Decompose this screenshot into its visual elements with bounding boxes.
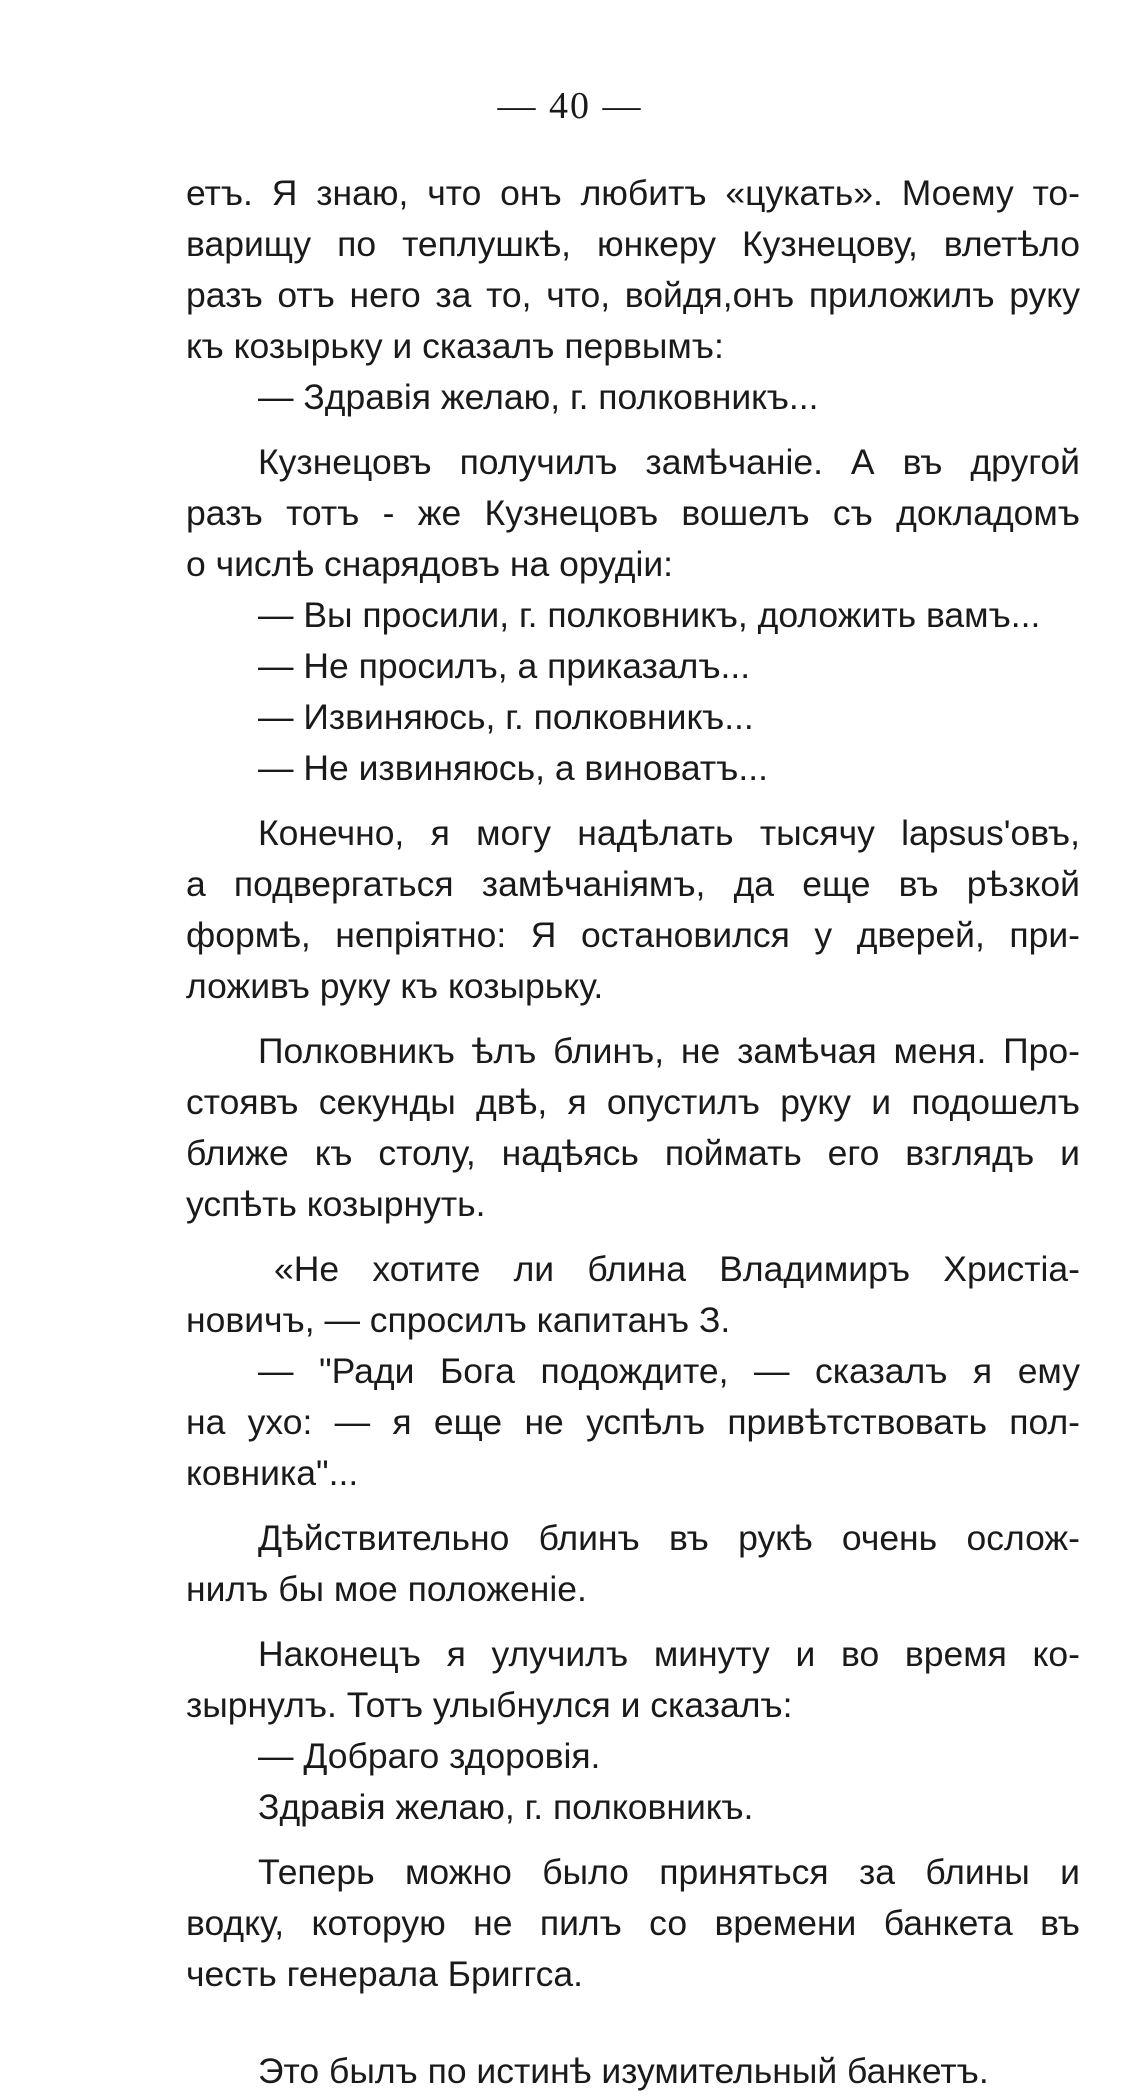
text-line: Это былъ по истинѣ изумительный банкетъ.	[258, 2051, 989, 2091]
text-line: водку, которую не пилъ со времени банкета въ	[186, 1903, 1080, 1943]
text-line: «Не хотите ли блина Владимиръ Христіа-	[274, 1249, 1080, 1289]
text-line: ковника"...	[186, 1453, 359, 1493]
text-line: — Не извиняюсь, а виноватъ...	[258, 748, 768, 788]
text-line: ближе къ столу, надѣясь поймать его взглядъ и	[186, 1133, 1080, 1173]
text-line: успѣть козырнуть.	[186, 1184, 486, 1224]
text-line: разъ тотъ - же Кузнецовъ вошелъ съ докладомъ	[186, 493, 1080, 533]
text-line: — Добраго здоровія.	[258, 1736, 601, 1776]
text-line: — Извиняюсь, г. полковникъ...	[258, 697, 754, 737]
text-line: зырнулъ. Тотъ улыбнулся и сказалъ:	[186, 1685, 793, 1725]
text-line: Теперь можно было приняться за блины и	[258, 1852, 1080, 1892]
text-line: стоявъ секунды двѣ, я опустилъ руку и подошелъ	[186, 1082, 1080, 1122]
text-line: — Здравія желаю, г. полковникъ...	[258, 377, 819, 417]
text-line: етъ. Я знаю, что онъ любитъ «цукать». Моему то-	[186, 173, 1080, 213]
text-line: — Не просилъ, а приказалъ...	[258, 646, 751, 686]
text-line: на ухо: — я еще не успѣлъ привѣтствовать пол-	[186, 1402, 1080, 1442]
text-line: новичъ, — спросилъ капитанъ З.	[186, 1300, 731, 1340]
text-line: нилъ бы мое положеніе.	[186, 1569, 587, 1609]
text-line: — "Ради Бога подождите, — сказалъ я ему	[258, 1351, 1080, 1391]
text-line: разъ отъ него за то, что, войдя,онъ приложилъ руку	[186, 275, 1080, 315]
page-number: — 40 —	[497, 85, 643, 127]
text-line: Здравія желаю, г. полковникъ.	[258, 1787, 754, 1827]
body-text	[186, 168, 1080, 2097]
text-line: Полковникъ ѣлъ блинъ, не замѣчая меня. Про-	[258, 1031, 1080, 1071]
text-line: о числѣ снарядовъ на орудіи:	[186, 544, 674, 584]
text-line: — Вы просили, г. полковникъ, доложить вамъ...	[258, 595, 1041, 635]
text-line: ложивъ руку къ козырьку.	[186, 966, 604, 1006]
text-line: къ козырьку и сказалъ первымъ:	[186, 326, 724, 366]
text-line: Кузнецовъ получилъ замѣчаніе. А въ другой	[258, 442, 1080, 482]
text-line: Конечно, я могу надѣлать тысячу lapsus'овъ,	[258, 813, 1080, 853]
text-line: Наконецъ я улучилъ минуту и во время ко-	[258, 1634, 1080, 1674]
text-line: Дѣйствительно блинъ въ рукѣ очень ослож-	[258, 1518, 1080, 1558]
text-line: варищу по теплушкѣ, юнкеру Кузнецову, влетѣло	[186, 224, 1080, 264]
text-line: а подвергаться замѣчаніямъ, да еще въ рѣзкой	[186, 864, 1080, 904]
text-line: формѣ, непріятно: Я остановился у дверей, при-	[186, 915, 1080, 955]
text-line: честь генерала Бриггса.	[186, 1954, 584, 1994]
